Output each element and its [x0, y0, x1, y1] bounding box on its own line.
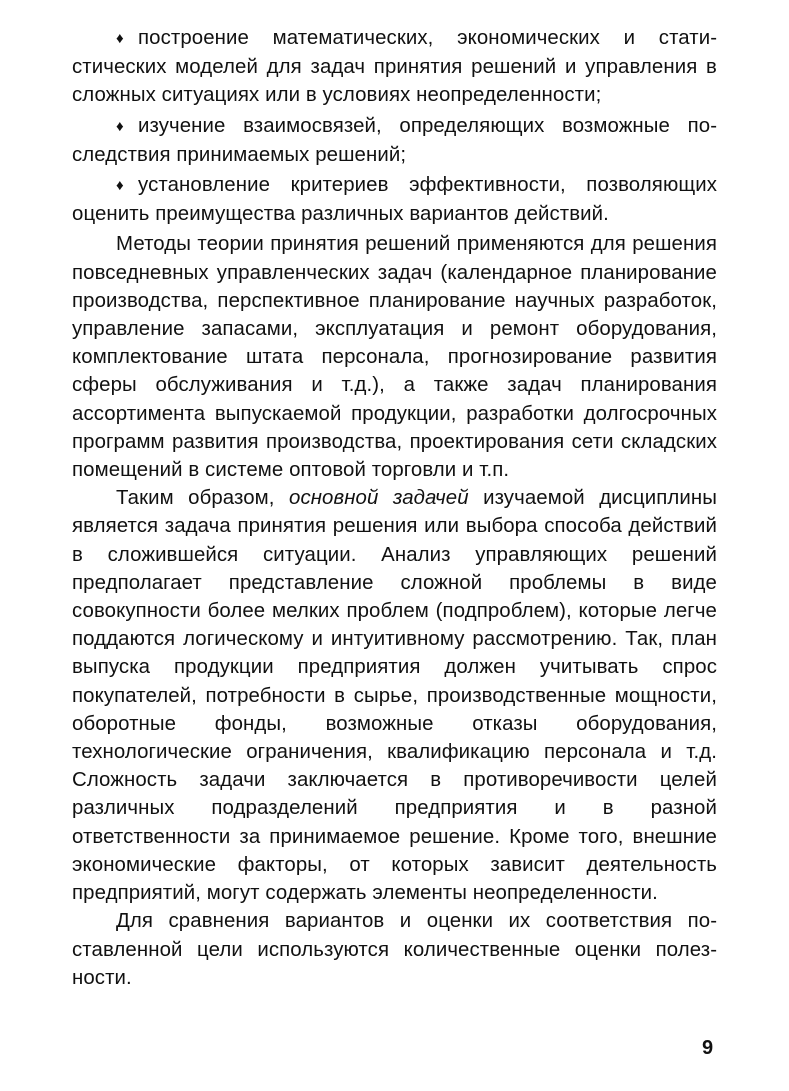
diamond-bullet-icon: ♦	[116, 30, 124, 47]
paragraph-methods: Методы теории принятия решений применяются для решения повседневных управленческих задач (календарное планирование производства, перспективное планирование научных разработок, управление запасами, эксплуатация и ремонт оборудования, комплектование штата персонала, прогнозирование развития сферы обслуживания и т.д.), а также задач планирования ассортимента выпускаемой продукции, разработки долгосрочных программ развития производства, проектирования сети складских помещений в системе оптовой торговли и т.п.	[72, 233, 717, 482]
bullet-item	[72, 112, 717, 169]
page-number: 9	[702, 1037, 714, 1059]
emphasized-term: основной задачей	[289, 487, 469, 510]
bullet-text: изучение взаимосвязей, определяющих возможные последствия принимаемых решений;	[72, 114, 717, 166]
document-body	[72, 24, 717, 992]
paragraph-rest: изучаемой дисциплины является задача принятия решения или выбора способа действий в сложившейся ситуации. Анализ управляющих решений предполагает представление сложной проблемы в виде совокупности более мелких проблем (подпроблем), которые легче поддаются логическому и интуитивному рассмотрению. Так, план выпуска продукции предприятия должен учитывать спрос покупателей, потребности в сырье, производственные мощности, оборотные фонды, возможные отказы оборудования, технологические ограничения, квалификацию персонала и т.д. Сложность задачи заключается в противоречивости целей различных подразделений предприятия и в разной ответственности за принимаемое решение. Кроме того, внешние экономические факторы, от которых зависит деятельность предприятий, могут содержать элементы неопределенности.	[72, 487, 717, 905]
bullet-item	[72, 24, 717, 110]
bullet-text: построение математических, экономических и статистических моделей для задач принятия решений и управления в сложных ситуациях или в условиях неопределенности;	[72, 27, 717, 107]
paragraph-main-task	[72, 484, 717, 907]
bullet-text: установление критериев эффективности, позволяющих оценить преимущества различных вариантов действий.	[72, 174, 717, 226]
paragraph-comparison: Для сравнения вариантов и оценки их соответствия поставленной цели используются количественные оценки полезности.	[72, 910, 717, 989]
paragraph-lead: Таким образом,	[116, 487, 289, 510]
bullet-item	[72, 171, 717, 228]
diamond-bullet-icon: ♦	[116, 177, 124, 195]
diamond-bullet-icon: ♦	[116, 117, 124, 135]
